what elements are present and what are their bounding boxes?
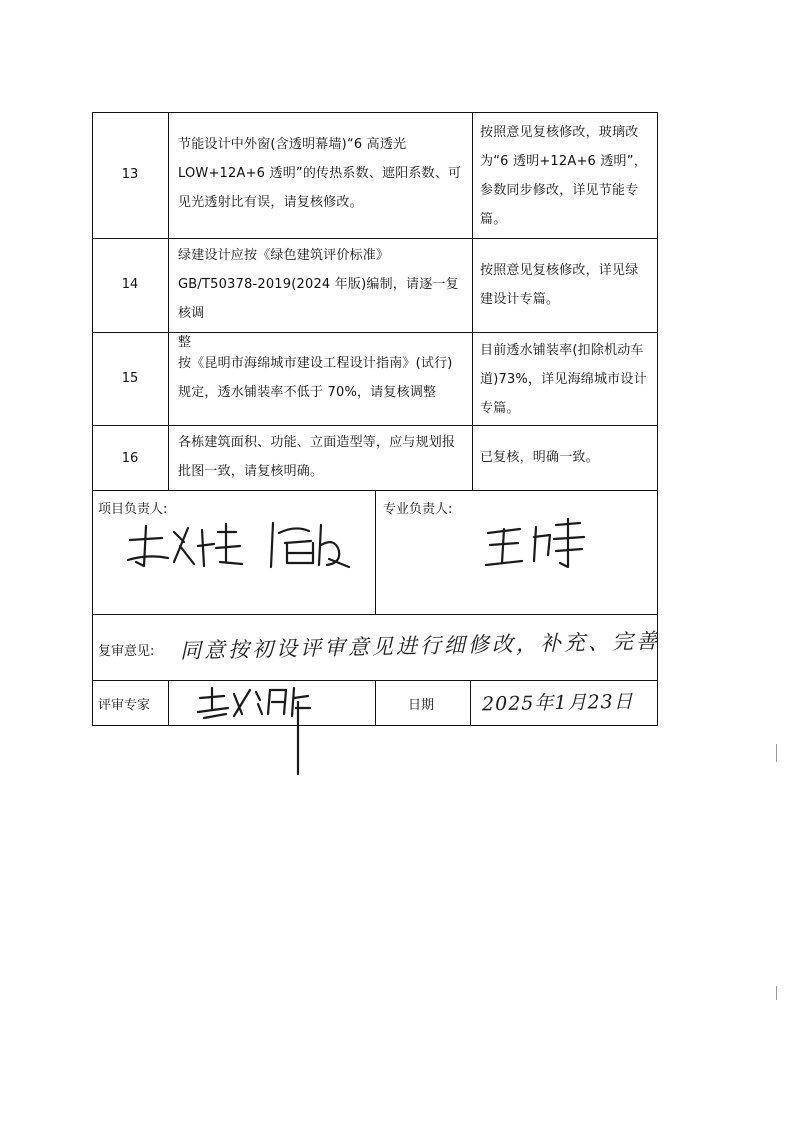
- date-label: 日期: [408, 698, 435, 713]
- reply-text: [480, 118, 655, 234]
- text-line: 专篇。: [480, 401, 520, 416]
- text-line: 节能设计中外窗(含透明幕墙)“6 高透光: [178, 137, 407, 152]
- review-opinion-handwriting: 同意按初设评审意见进行细修改，补充、完善: [179, 628, 661, 664]
- row-number: 16: [121, 451, 139, 466]
- text-line: 整: [178, 335, 192, 350]
- review-opinion-label: 复审意见:: [98, 644, 155, 659]
- project-lead-signature-1: [122, 518, 247, 576]
- row-line-bottom: [92, 725, 658, 726]
- expert-signature: [190, 680, 320, 780]
- text-line: 按照意见复核修改，详见绿: [480, 263, 639, 278]
- expert-divider-1: [168, 680, 169, 725]
- discipline-lead-label: 专业负责人:: [383, 502, 453, 517]
- reply-text: [480, 443, 655, 472]
- issue-text: [178, 428, 470, 486]
- text-line: 目前透水铺装率(扣除机动车: [480, 343, 644, 358]
- text-line: 各栋建筑面积、功能、立面造型等，应与规划报: [178, 435, 456, 450]
- text-line: 篇。: [480, 212, 507, 227]
- row-number: 14: [121, 277, 139, 292]
- text-line: 批图一致，请复核明确。: [178, 464, 324, 479]
- text-line: 建设计专篇。: [480, 292, 560, 307]
- project-lead-label: 项目负责人:: [98, 502, 168, 517]
- reply-text: [480, 256, 655, 314]
- issue-text: [178, 349, 470, 407]
- reply-text: [480, 336, 655, 423]
- text-line: 按《昆明市海绵城市建设工程设计指南》(试行): [178, 356, 453, 371]
- text-line: 绿建设计应按《绿色建筑评价标准》: [178, 248, 390, 263]
- issue-text: [178, 130, 468, 217]
- row-line-top: [92, 112, 658, 113]
- scan-edge-mark: [776, 986, 777, 1000]
- text-line: 按照意见复核修改，玻璃改: [480, 125, 639, 140]
- table-border-left: [92, 112, 93, 726]
- row-line-opinion: [92, 614, 658, 615]
- expert-label: 评审专家: [98, 698, 151, 713]
- text-line: 已复核，明确一致。: [480, 450, 599, 465]
- text-line: 见光透射比有误，请复核修改。: [178, 195, 363, 210]
- expert-divider-3: [470, 680, 471, 725]
- date-handwriting: 2025年1月23日: [481, 690, 634, 716]
- issue-text: [178, 241, 470, 357]
- expert-divider-2: [375, 680, 376, 725]
- row-number: 15: [121, 371, 139, 386]
- text-line: LOW+12A+6 透明”的传热系数、遮阳系数、可: [178, 166, 462, 181]
- text-line: 道)73%，详见海绵城市设计: [480, 372, 647, 387]
- row-number: 13: [121, 167, 139, 182]
- text-line: GB/T50378-2019(2024 年版)编制，请逐一复核调: [178, 277, 459, 321]
- project-lead-signature-2: [265, 515, 355, 575]
- sig-divider: [375, 490, 376, 614]
- text-line: 规定，透水铺装率不低于 70%，请复核调整: [178, 385, 437, 400]
- row-line-16: [92, 425, 658, 426]
- discipline-lead-signature: [480, 515, 590, 575]
- col-divider-reply: [472, 112, 473, 490]
- scan-edge-mark: [776, 744, 777, 762]
- text-line: 为“6 透明+12A+6 透明”，: [480, 154, 647, 169]
- text-line: 参数同步修改，详见节能专: [480, 183, 639, 198]
- row-line-14: [92, 238, 658, 239]
